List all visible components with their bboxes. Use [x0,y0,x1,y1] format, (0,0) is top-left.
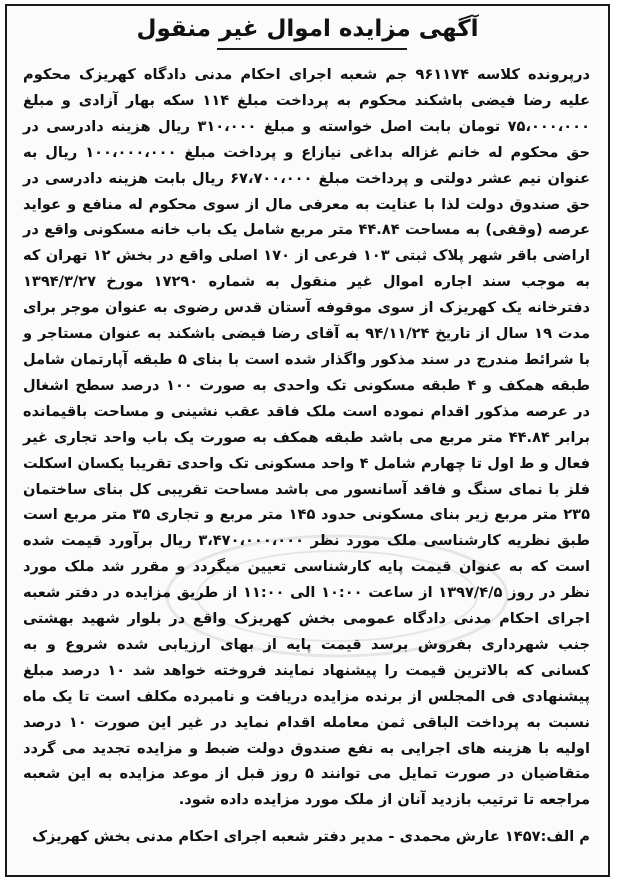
notice-frame [5,4,610,877]
notice-body: درپرونده کلاسه ۹۶۱۱۷۴ جم شعبه اجرای احکام مدنی دادگاه کهریزک محکوم علیه رضا فیضی باشکند محکوم به پرداخت مبلغ ۱۱۴ سکه بهار آزادی و مبلغ ۷۵،۰۰۰،۰۰۰ تومان بابت اصل خواسته و مبلغ ۳۱۰،۰۰۰ ریال هزینه دادرسی در حق محکوم له خانم غزاله بداغی نیازاع و پرداخت مبلغ ۱۰۰،۰۰۰،۰۰۰ ریال به عنوان نیم عشر دولتی و پرداخت مبلغ ۶۷،۷۰۰،۰۰۰ ریال بابت هزینه دادرسی در حق صندوق دولت لذا با عنایت به معرفی مال از سوی محکوم له منافع و عواید عرصه (وقفی) به مساحت ۴۴.۸۴ متر مربع شامل یک باب خانه مسکونی واقع در اراضی باقر شهر پلاک ثبتی ۱۰۳ فرعی از ۱۷۰ اصلی واقع در بخش ۱۲ تهران که به موجب سند اجاره اموال غیر منقول به شماره ۱۷۲۹۰ مورخ ۱۳۹۴/۳/۲۷ دفترخانه یک کهریزک از سوی موقوفه آستان قدس رضوی به عنوان موجر برای مدت ۱۹ سال از تاریخ ۹۴/۱۱/۲۴ به آقای رضا فیضی باشکند به عنوان مستاجر و با شرائط مندرج در سند مذکور واگذار شده است با بنای ۵ طبقه آپارتمان شامل طبقه همکف و ۴ طبقه مسکونی تک واحدی به صورت ۱۰۰ درصد سطح اشغال در عرصه مذکور اقدام نموده است ملک فاقد عقب نشینی و مساحت باقیمانده برابر ۴۴.۸۴ متر مربع می باشد طبقه همکف به صورت یک باب واحد تجاری غیر فعال و ط اول تا چهارم شامل ۴ واحد مسکونی تک واحدی تقریبا یکسان اسکلت فلز با نمای سنگ و فاقد آسانسور می باشد مساحت تقریبی کل بنای ساختمان ۲۳۵ متر مربع زیر بنای مسکونی حدود ۱۴۵ متر مربع و تجاری ۳۵ متر مربع است طبق نظریه کارشناسی ملک مورد نظر ۳،۴۷۰،۰۰۰،۰۰۰ ریال برآورد قیمت شده است که به عنوان قیمت پایه کارشناسی تعیین میگردد و مقرر شد ملک مورد نظر در روز ۱۳۹۷/۴/۵ از ساعت ۱۰:۰۰ الی ۱۱:۰۰ از طریق مزایده در دفتر شعبه اجرای احکام مدنی دادگاه عمومی بخش کهریزک واقع در بلوار شهید بهشتی جنب شهرداری بفروش برسد قیمت پایه از بهای ارزیابی شده شروع و به کسانی که بالاترین قیمت را پیشنهاد نمایند فروخته خواهد شد ۱۰ درصد مبلغ پیشنهادی فی المجلس از برنده مزایده دریافت و نامبرده مکلف است تا یک ماه نسبت به پرداخت الباقی ثمن معامله اقدام نماید در غیر این صورت ۱۰ درصد اولیه با هزینه های اجرایی به نفع صندوق دولت ضبط و مزایده تجدید می گردد متقاضیان در صورت تمایل می توانند ۵ روز قبل از موعد مزایده به این شعبه مراجعه تا ترتیب بازدید آنان از ملک مورد مزایده داده شود. [23,66,591,809]
notice-signature: م الف:۱۴۵۷ عارش محمدی - مدیر دفتر شعبه اجرای احکام مدنی بخش کهریزک [32,828,590,845]
title-underline [217,48,407,50]
notice-title: آگهی مزایده اموال غیر منقول [136,16,479,42]
